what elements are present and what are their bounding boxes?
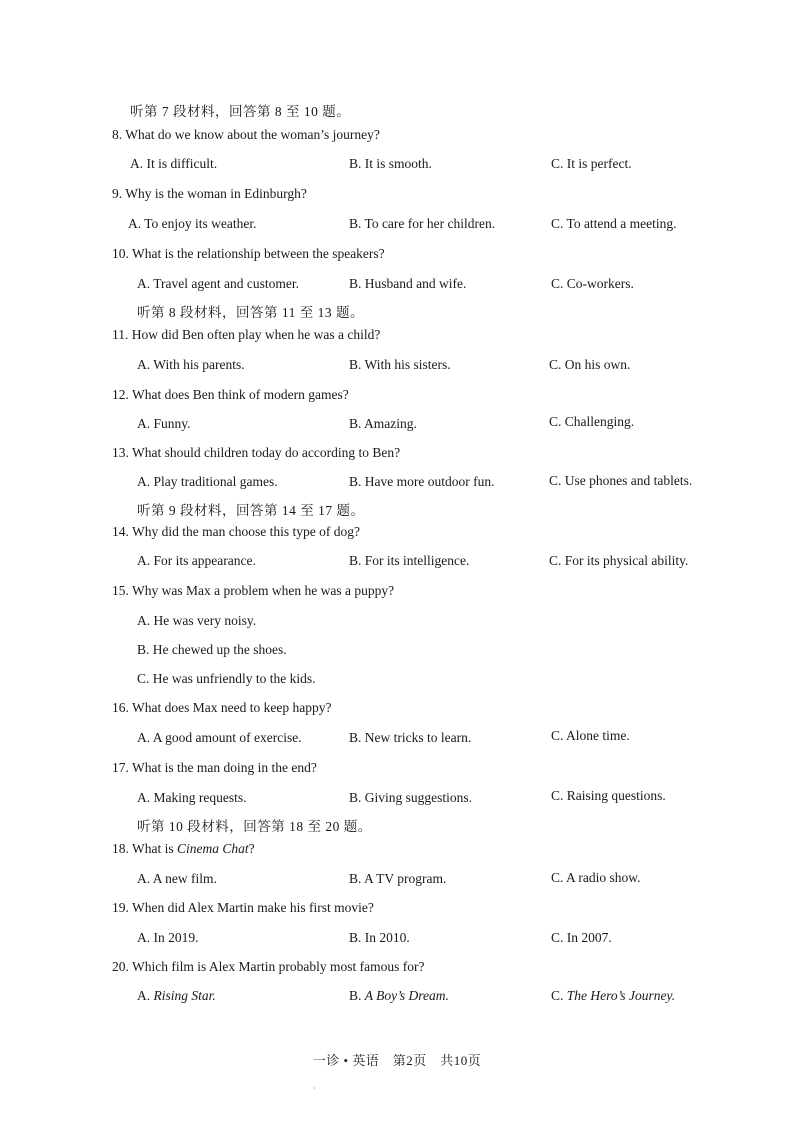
question-18-option-b: B. A TV program. bbox=[349, 871, 447, 886]
question-15-stem: 15. Why was Max a problem when he was a puppy? bbox=[112, 583, 395, 598]
question-10-stem: 10. What is the relationship between the speakers? bbox=[112, 246, 385, 261]
question-20-option-b: B. A Boy’s Dream. bbox=[349, 988, 449, 1003]
question-12-stem: 12. What does Ben think of modern games? bbox=[112, 387, 349, 402]
question-8-option-c: C. It is perfect. bbox=[551, 156, 632, 171]
section-heading-7: 听第 7 段材料，回答第 8 至 10 题。 bbox=[130, 104, 351, 119]
question-9-stem: 9. Why is the woman in Edinburgh? bbox=[112, 186, 307, 201]
question-11-option-a: A. With his parents. bbox=[137, 357, 245, 372]
question-17-option-a: A. Making requests. bbox=[137, 790, 247, 805]
question-11-stem: 11. How did Ben often play when he was a child? bbox=[112, 327, 381, 342]
question-11-option-b: B. With his sisters. bbox=[349, 357, 451, 372]
question-19-option-c: C. In 2007. bbox=[551, 930, 612, 945]
question-13-option-b: B. Have more outdoor fun. bbox=[349, 474, 495, 489]
page-footer: 一诊 • 英语 第2页 共10页 bbox=[312, 1053, 482, 1068]
question-16-option-a: A. A good amount of exercise. bbox=[137, 730, 302, 745]
question-18-option-a: A. A new film. bbox=[137, 871, 217, 886]
question-16-option-b: B. New tricks to learn. bbox=[349, 730, 472, 745]
question-15-option-a: A. He was very noisy. bbox=[137, 613, 257, 628]
question-9-option-c: C. To attend a meeting. bbox=[551, 216, 677, 231]
question-20-option-a: A. Rising Star. bbox=[137, 988, 216, 1003]
question-11-option-c: C. On his own. bbox=[549, 357, 631, 372]
question-19-stem: 19. When did Alex Martin make his first movie? bbox=[112, 900, 374, 915]
question-17-option-b: B. Giving suggestions. bbox=[349, 790, 473, 805]
question-12-option-a: A. Funny. bbox=[137, 416, 191, 431]
question-16-stem: 16. What does Max need to keep happy? bbox=[112, 700, 332, 715]
question-9-option-a: A. To enjoy its weather. bbox=[128, 216, 257, 231]
section-heading-9: 听第 9 段材料，回答第 14 至 17 题。 bbox=[137, 503, 365, 518]
question-13-option-c: C. Use phones and tablets. bbox=[549, 473, 693, 488]
question-19-option-a: A. In 2019. bbox=[137, 930, 199, 945]
question-14-option-c: C. For its physical ability. bbox=[549, 553, 689, 568]
question-20-stem: 20. Which film is Alex Martin probably most famous for? bbox=[112, 959, 425, 974]
question-8-option-a: A. It is difficult. bbox=[130, 156, 218, 171]
question-10-option-c: C. Co-workers. bbox=[551, 276, 634, 291]
scan-mark: · bbox=[313, 1084, 316, 1093]
section-heading-8: 听第 8 段材料，回答第 11 至 13 题。 bbox=[137, 305, 364, 320]
question-10-option-a: A. Travel agent and customer. bbox=[137, 276, 299, 291]
question-14-option-a: A. For its appearance. bbox=[137, 553, 256, 568]
question-8-stem: 8. What do we know about the woman’s journey? bbox=[112, 127, 380, 142]
question-9-option-b: B. To care for her children. bbox=[349, 216, 496, 231]
question-13-stem: 13. What should children today do according to Ben? bbox=[112, 445, 401, 460]
question-17-option-c: C. Raising questions. bbox=[551, 788, 666, 803]
question-19-option-b: B. In 2010. bbox=[349, 930, 410, 945]
question-18-stem-title: Cinema Chat bbox=[177, 841, 249, 856]
question-14-stem: 14. Why did the man choose this type of dog? bbox=[112, 524, 360, 539]
question-14-option-b: B. For its intelligence. bbox=[349, 553, 470, 568]
question-15-option-b: B. He chewed up the shoes. bbox=[137, 642, 287, 657]
question-10-option-b: B. Husband and wife. bbox=[349, 276, 467, 291]
question-12-option-b: B. Amazing. bbox=[349, 416, 417, 431]
question-16-option-c: C. Alone time. bbox=[551, 728, 630, 743]
section-heading-10: 听第 10 段材料，回答第 18 至 20 题。 bbox=[137, 819, 372, 834]
question-18-stem: 18. What is Cinema Chat? bbox=[112, 841, 255, 856]
question-12-option-c: C. Challenging. bbox=[549, 414, 635, 429]
question-15-option-c: C. He was unfriendly to the kids. bbox=[137, 671, 316, 686]
question-17-stem: 17. What is the man doing in the end? bbox=[112, 760, 317, 775]
question-20-option-c: C. The Hero’s Journey. bbox=[551, 988, 676, 1003]
question-13-option-a: A. Play traditional games. bbox=[137, 474, 278, 489]
question-18-option-c: C. A radio show. bbox=[551, 870, 641, 885]
question-8-option-b: B. It is smooth. bbox=[349, 156, 432, 171]
